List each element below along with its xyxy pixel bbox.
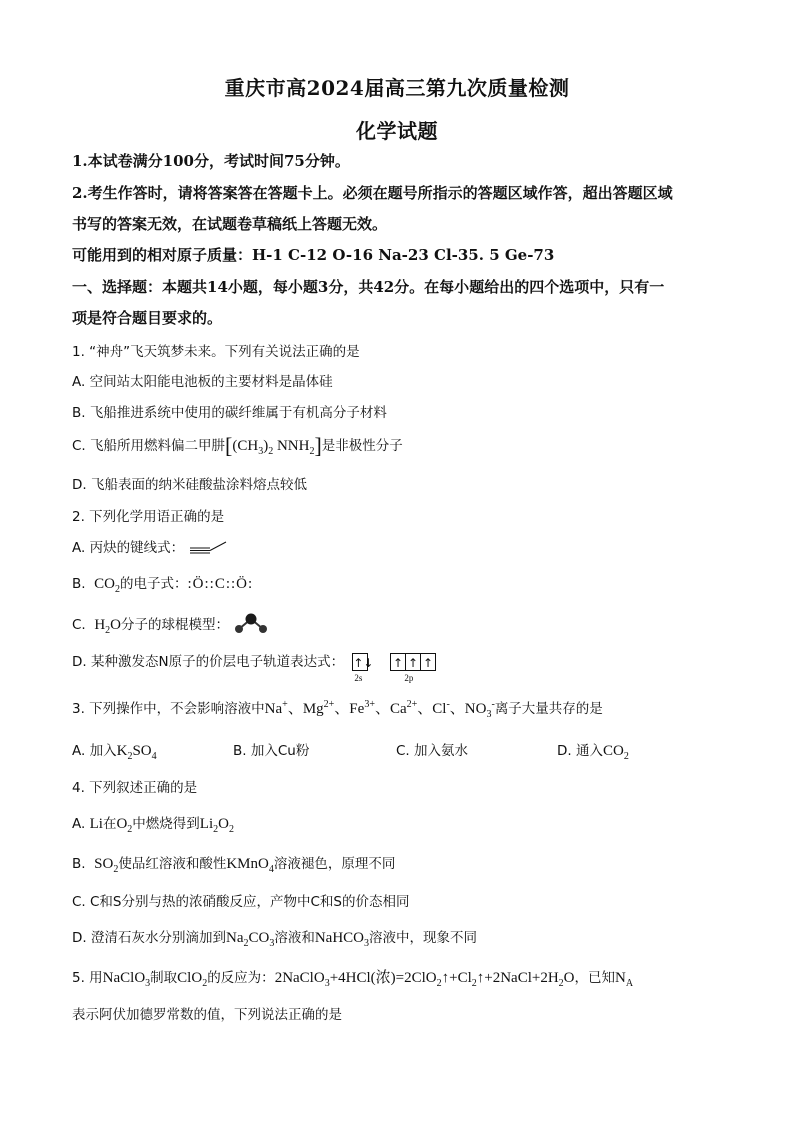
- q2-option-b-text: 的电子式：: [119, 576, 188, 592]
- atomic-masses: 可能用到的相对原子质量：H-1 C-12 O-16 Na-23 Cl-35. 5 Ge-73: [72, 246, 555, 264]
- q3-option-a: A. 加入$K_2SO_4$: [72, 743, 157, 762]
- q4-option-d: D. 澄清石灰水分别滴加到$Na_2CO_3$溶液和NaHCO$_3$溶液中，现象不同: [72, 930, 477, 949]
- orbital-2p-box-3: ↑: [420, 653, 436, 671]
- q1-option-a: A. 空间站太阳能电池板的主要材料是晶体硅: [72, 374, 333, 390]
- q3-option-c: C. 加入氨水: [396, 743, 469, 759]
- q5-stem-line2: 表示阿伏加德罗常数的值，下列说法正确的是: [72, 1007, 342, 1023]
- q1-option-c-end: 是非极性分子: [321, 438, 403, 454]
- q3-option-d: D. 通入$CO_2$: [557, 743, 629, 762]
- exam-title: 重庆市高2024届高三第九次质量检测: [224, 76, 570, 100]
- q2-option-c-text: 分子的球棍模型：: [121, 617, 229, 633]
- q2-option-d: [72, 650, 435, 683]
- q4-option-b: B. $SO_2$使品红溶液和酸性KMnO$_4$溶液褪色，原理不同: [72, 856, 396, 875]
- orbital-2p-box-1: ↑: [390, 653, 406, 671]
- q2-option-b: B. $CO_2$的电子式：:Ö::C::Ö:: [72, 576, 254, 595]
- instruction-2b: 书写的答案无效，在试题卷草稿纸上答题无效。: [72, 215, 388, 233]
- q2-option-d-text: D. 某种激发态N原子的价层电子轨道表达式：: [72, 654, 345, 670]
- orbital-2p-label: 2p: [404, 673, 414, 683]
- propyne-skeletal-icon: [188, 540, 228, 554]
- q2-option-a: [72, 536, 228, 556]
- q1-stem: 1. “神舟”飞天筑梦未来。下列有关说法正确的是: [72, 344, 360, 360]
- q1-option-d: D. 飞船表面的纳米硅酸盐涂料熔点较低: [72, 477, 307, 493]
- orbital-diagram: [352, 653, 435, 683]
- section-1-heading-b: 项是符合题目要求的。: [72, 309, 223, 327]
- orbital-2s-label: 2s: [354, 673, 363, 683]
- q1-option-b: B. 飞船推进系统中使用的碳纤维属于有机高分子材料: [72, 405, 387, 421]
- q5-stem: 5. 用NaClO$_3$制取ClO$_2$的反应为：2NaClO$_3$+4HCl(浓)$=2ClO_2↑+Cl_2↑+2NaCl+2H_2O$，已知$N_A$: [72, 970, 634, 989]
- section-1-heading-a: 一、选择题：本题共14小题，每小题3分，共42分。在每小题给出的四个选项中，只有一: [72, 278, 665, 296]
- q4-stem: 4. 下列叙述正确的是: [72, 780, 198, 796]
- q2-option-a-text: A. 丙炔的键线式：: [72, 540, 185, 556]
- q1-option-c-text: C. 飞船所用燃料偏二甲肼: [72, 438, 226, 454]
- orbital-2s-box: ↑↓: [352, 653, 368, 671]
- q3-ions: Na+、$Mg^{2+}$、$Fe^{3+}$、$Ca^{2+}$、Cl-、$NO_3^-$: [264, 699, 495, 720]
- instruction-1: 1.本试卷满分100分，考试时间75分钟。: [72, 152, 350, 170]
- water-ball-stick-icon: [233, 612, 269, 634]
- orbital-2p-box-2: ↑: [405, 653, 421, 671]
- instruction-2a: 2.考生作答时，请将答案答在答题卡上。必须在题号所指示的答题区域作答，超出答题区域: [72, 184, 673, 202]
- q3-option-b: B. 加入Cu粉: [233, 743, 310, 759]
- q2-option-c: C. $H_2O$分子的球棍模型：: [72, 612, 269, 634]
- exam-subtitle: 化学试题: [356, 119, 438, 143]
- q3-stem: [72, 697, 603, 718]
- q5-equation: 2NaClO$_3$+4HCl(浓)$=2ClO_2↑+Cl_2↑+2NaCl+2H_2O$: [274, 970, 575, 989]
- q3-stem-end: 离子大量共存的是: [494, 701, 603, 717]
- q4-option-c: C. C和S分别与热的浓硝酸反应，产物中C和S的价态相同: [72, 894, 410, 910]
- q2-stem: 2. 下列化学用语正确的是: [72, 509, 225, 525]
- q3-stem-text: 3. 下列操作中，不会影响溶液中: [72, 701, 265, 717]
- q1-formula: [$(CH_3)_2$ $NNH_2$]: [225, 433, 322, 458]
- q4-option-a: A. Li在$O_2$中燃烧得到$Li_2O_2$: [72, 816, 234, 835]
- co2-electron-formula: :Ö::C::Ö:: [187, 576, 254, 592]
- q1-option-c: [72, 433, 403, 459]
